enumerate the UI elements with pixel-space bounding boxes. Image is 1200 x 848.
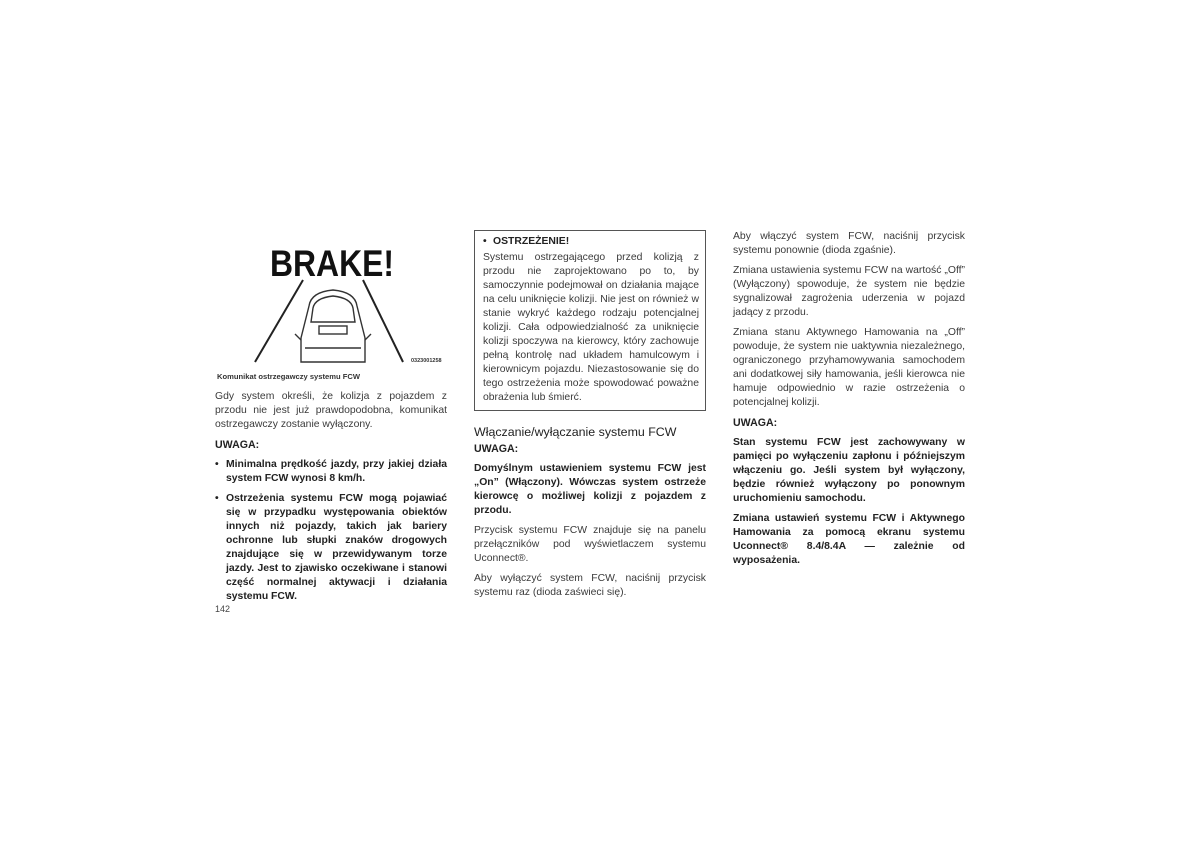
figure-code: 0323001258 [411, 358, 442, 364]
car-rear-icon [295, 290, 371, 362]
page-number: 142 [215, 604, 231, 614]
note-paragraph: Domyślnym ustawieniem systemu FCW jest „On” (Włączony). Wówczas system ostrzeże kierowcę o możliwej kolizji z pojazdem z przodu. [474, 463, 706, 516]
note-list [215, 458, 447, 604]
note-heading: UWAGA: [474, 443, 519, 455]
column-right [733, 230, 965, 574]
list-item: • Minimalna prędkość jazdy, przy jakiej działa system FCW wynosi 8 km/h. [215, 458, 447, 486]
paragraph: Zmiana stanu Aktywnego Hamowania na „Off” powoduje, że system nie uaktywnia niezależnego, ograniczonego przyhamowywania samochodem ani dodatkowej siły hamowania, jeśli kierowca nie hamuje odpowiednio w razie ostrzeżenia o potencjalnej kolizji. [733, 327, 965, 408]
road-line-right [363, 280, 403, 362]
paragraph: Przycisk systemu FCW znajduje się na panelu przełączników pod wyświetlaczem systemu Uconnect®. [474, 525, 706, 564]
paragraph: Zmiana ustawienia systemu FCW na wartość „Off” (Wyłączony) spowoduje, że system nie będzie sygnalizował zagrożenia uderzenia w pojazd jadący z przodu. [733, 265, 965, 318]
road-line-left [255, 280, 303, 362]
paragraph: Aby włączyć system FCW, naciśnij przycisk systemu ponownie (dioda zgaśnie). [733, 231, 965, 256]
warning-title: • OSTRZEŻENIE! [483, 235, 699, 249]
note-paragraph: Zmiana ustawień systemu FCW i Aktywnego Hamowania za pomocą ekranu systemu Uconnect® 8.4/8.4A — zależnie od wyposażenia. [733, 513, 965, 566]
note-paragraph: Stan systemu FCW jest zachowywany w pamięci po wyłączeniu zapłonu i późniejszym włączeniu go. Jeśli system był wyłączony, będzie również wyłączony po ponownym uruchomieniu samochodu. [733, 437, 965, 504]
brake-warning-illustration [215, 238, 447, 368]
note-heading: UWAGA: [733, 417, 778, 429]
intro-paragraph: Gdy system określi, że kolizja z pojazdem z przodu nie jest już prawdopodobna, komunikat ostrzegawczy zostanie wyłączony. [215, 391, 447, 430]
figure-caption: Komunikat ostrzegawczy systemu FCW [217, 372, 361, 381]
paragraph: Aby wyłączyć system FCW, naciśnij przycisk systemu raz (dioda zaświeci się). [474, 573, 706, 598]
column-middle [474, 230, 706, 606]
warning-text: Systemu ostrzegającego przed kolizją z przodu nie zaprojektowano po to, by samoczynnie podejmował on działania mające na celu uniknięcie kolizji. Nie jest on również w stanie wykryć każdego rodzaju potencjalnej kolizji. Cała odpowiedzialność za uniknięcie kolizji spoczywa na kierowcy, który zachowuje pełną kontrolę nad układem hamulcowym i kierownicym pojazdu. Niezastosowanie się do tego ostrzeżenia może spowodować poważne obrażenia lub śmierć. [483, 252, 699, 403]
brake-text: BRAKE! [270, 243, 394, 284]
fcw-warning-figure [215, 238, 447, 368]
column-left [215, 238, 447, 610]
warning-box [474, 230, 706, 411]
section-title: Włączanie/wyłączanie systemu FCW [474, 425, 677, 439]
note-heading: UWAGA: [215, 439, 260, 451]
list-item: • Ostrzeżenia systemu FCW mogą pojawiać się w przypadku występowania obiektów innych niż pojazdy, takich jak bariery ochronne lub słupki znaków drogowych znajdujące się w przewidywanym torze jazdy. Jest to zjawisko oczekiwane i stanowi część normalnej aktywacji i działania systemu FCW. [215, 492, 447, 604]
